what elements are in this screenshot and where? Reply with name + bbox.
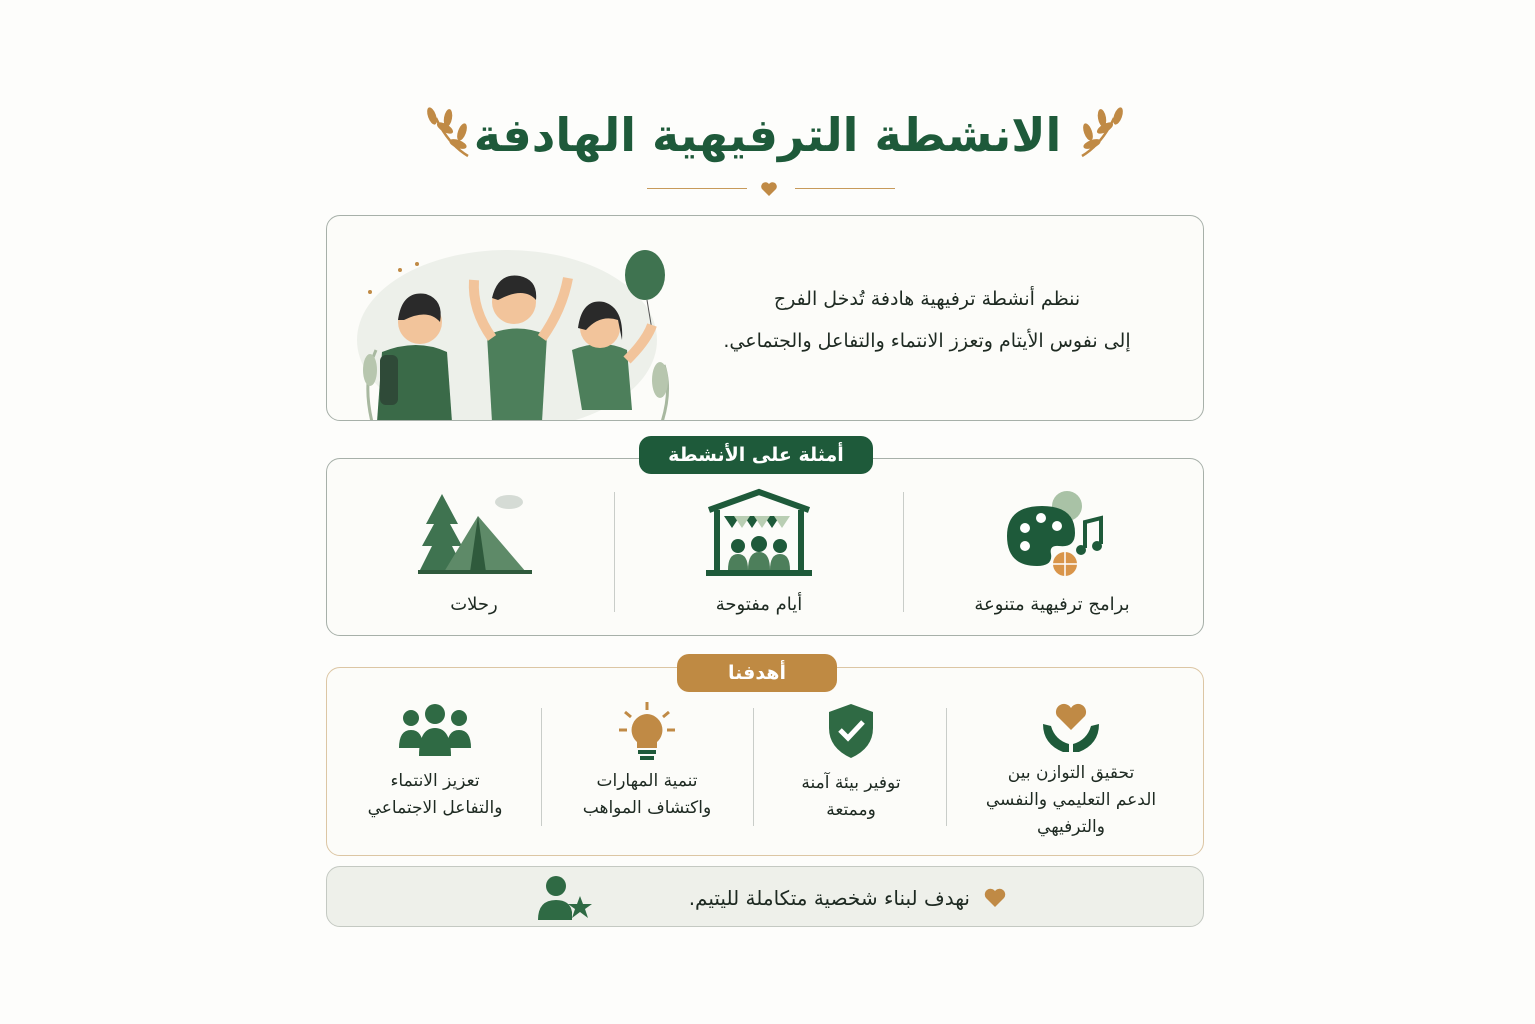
separator xyxy=(541,708,542,826)
goal-belonging-line-2: والتفاعل الاجتماعي xyxy=(367,798,503,818)
examples-heading: أمثلة على الأنشطة xyxy=(639,436,873,474)
divider-line-left xyxy=(647,188,747,189)
palette-music-icon xyxy=(997,488,1107,583)
lightbulb-icon xyxy=(615,700,679,764)
intro-text xyxy=(687,278,1167,362)
example-label-trips: رحلات xyxy=(450,594,498,615)
tent-tree-icon xyxy=(414,488,534,583)
goal-safe-line-1: توفير بيئة آمنة xyxy=(801,773,901,793)
goal-belonging-line-1: تعزيز الانتماء xyxy=(390,771,480,791)
goal-skills-line-1: تنمية المهارات xyxy=(596,771,698,791)
goal-item-balance xyxy=(956,700,1186,841)
goal-safe-line-2: وممتعة xyxy=(826,800,876,820)
shield-check-icon xyxy=(823,700,879,760)
separator xyxy=(946,708,947,826)
laurel-right-icon xyxy=(1070,104,1132,164)
separator xyxy=(753,708,754,826)
example-item-trips xyxy=(332,488,616,628)
heart-hands-icon xyxy=(1039,700,1103,756)
example-label-open-days: أيام مفتوحة xyxy=(715,594,803,615)
example-item-open-days xyxy=(617,488,901,628)
goal-item-safe-environment xyxy=(756,700,946,824)
group-people-icon xyxy=(395,700,475,760)
goal-balance-line-3: والترفيهي xyxy=(1037,817,1105,837)
goals-heading: أهدفنا xyxy=(677,654,837,692)
intro-line-1: ننظم أنشطة ترفيهية هادفة تُدخل الفرج xyxy=(773,288,1081,310)
goal-item-skills xyxy=(544,700,750,822)
goal-item-belonging xyxy=(340,700,530,822)
divider-line-right xyxy=(795,188,895,189)
goal-skills-line-2: واكتشاف المواهب xyxy=(582,798,712,818)
goal-balance-line-2: الدعم التعليمي والنفسي xyxy=(985,790,1157,810)
example-item-programs xyxy=(910,488,1194,628)
page-title: الانشطة الترفيهية الهادفة xyxy=(473,108,1062,162)
footer-text: نهدف لبناء شخصية متكاملة لليتيم. xyxy=(688,886,970,910)
intro-line-2: إلى نفوس الأيتام وتعزز الانتماء والتفاعل والجتماعي. xyxy=(723,330,1131,352)
intro-card xyxy=(326,215,1204,421)
separator xyxy=(903,492,904,612)
goal-balance-line-1: تحقيق التوازن بين xyxy=(1007,763,1135,783)
example-label-programs: برامج ترفيهية متنوعة xyxy=(974,594,1130,615)
pavilion-people-icon xyxy=(704,488,814,583)
heart-icon xyxy=(983,887,1007,909)
children-illustration-icon xyxy=(342,230,692,421)
heart-icon xyxy=(759,179,779,199)
person-star-icon xyxy=(536,874,594,922)
